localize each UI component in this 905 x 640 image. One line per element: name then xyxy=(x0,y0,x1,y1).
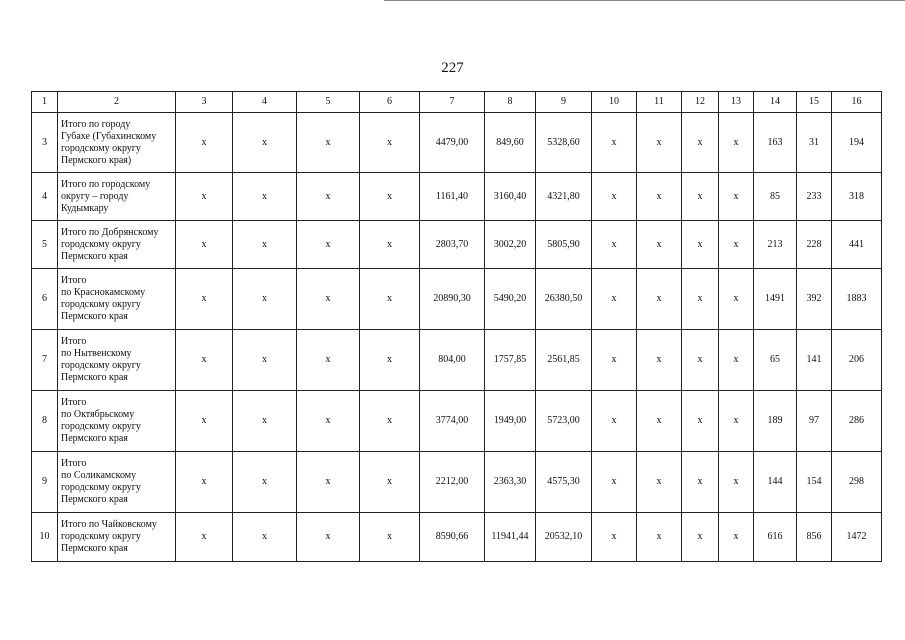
header-cell: 5 xyxy=(297,92,360,113)
cell-col-8: 1949,00 xyxy=(485,391,536,452)
cell-col-9: 4321,80 xyxy=(536,173,592,221)
table-row xyxy=(32,221,882,269)
cell-col-4: x xyxy=(233,391,297,452)
header-cell: 11 xyxy=(637,92,682,113)
municipality-name-line: городскому округу xyxy=(61,531,141,542)
row-number: 6 xyxy=(32,269,58,330)
cell-col-12: x xyxy=(682,513,719,562)
table-row xyxy=(32,269,882,330)
cell-col-11: x xyxy=(637,391,682,452)
cell-col-6: x xyxy=(360,173,420,221)
cell-col-14: 163 xyxy=(754,113,797,173)
header-cell: 1 xyxy=(32,92,58,113)
municipality-name xyxy=(58,330,176,391)
cell-col-10: x xyxy=(592,330,637,391)
cell-col-5: x xyxy=(297,330,360,391)
cell-col-5: x xyxy=(297,452,360,513)
municipality-name-line: городскому округу xyxy=(61,360,141,371)
header-cell: 14 xyxy=(754,92,797,113)
cell-col-16: 441 xyxy=(832,221,882,269)
municipality-name-line: Кудымкару xyxy=(61,202,109,214)
municipality-name-line: Пермского края xyxy=(61,543,128,554)
cell-col-10: x xyxy=(592,513,637,562)
cell-col-16: 206 xyxy=(832,330,882,391)
cell-col-15: 856 xyxy=(797,513,832,562)
municipality-name-line: Итого по городскому xyxy=(61,178,151,190)
cell-col-7: 804,00 xyxy=(420,330,485,391)
cell-col-10: x xyxy=(592,391,637,452)
cell-col-9: 4575,30 xyxy=(536,452,592,513)
municipality-name xyxy=(58,221,176,269)
municipality-name-line: Итого по городу xyxy=(61,118,131,130)
cell-col-5: x xyxy=(297,221,360,269)
cell-col-9: 20532,10 xyxy=(536,513,592,562)
cell-col-4: x xyxy=(233,173,297,221)
cell-col-3: x xyxy=(176,173,233,221)
cell-col-10: x xyxy=(592,173,637,221)
cell-col-15: 141 xyxy=(797,330,832,391)
cell-col-16: 298 xyxy=(832,452,882,513)
header-cell: 3 xyxy=(176,92,233,113)
municipality-name-line: Итого xyxy=(61,397,87,408)
header-cell: 9 xyxy=(536,92,592,113)
cell-col-7: 2803,70 xyxy=(420,221,485,269)
cell-col-3: x xyxy=(176,513,233,562)
municipality-name xyxy=(58,269,176,330)
municipality-name-line: Итого xyxy=(61,275,87,286)
cell-col-14: 65 xyxy=(754,330,797,391)
header-cell: 12 xyxy=(682,92,719,113)
cell-col-12: x xyxy=(682,452,719,513)
municipality-name-line: Пермского края xyxy=(61,494,128,505)
municipality-name-line: по Нытвенскому xyxy=(61,348,132,359)
table-row xyxy=(32,391,882,452)
cell-col-16: 1472 xyxy=(832,513,882,562)
cell-col-7: 3774,00 xyxy=(420,391,485,452)
cell-col-3: x xyxy=(176,113,233,173)
cell-col-3: x xyxy=(176,269,233,330)
cell-col-9: 5328,60 xyxy=(536,113,592,173)
row-number: 8 xyxy=(32,391,58,452)
cell-col-7: 8590,66 xyxy=(420,513,485,562)
municipality-name xyxy=(58,173,176,221)
cell-col-5: x xyxy=(297,173,360,221)
cell-col-4: x xyxy=(233,113,297,173)
cell-col-8: 3160,40 xyxy=(485,173,536,221)
cell-col-6: x xyxy=(360,330,420,391)
cell-col-13: x xyxy=(719,391,754,452)
cell-col-16: 286 xyxy=(832,391,882,452)
cell-col-4: x xyxy=(233,269,297,330)
cell-col-8: 3002,20 xyxy=(485,221,536,269)
data-table xyxy=(31,91,882,562)
cell-col-6: x xyxy=(360,221,420,269)
municipality-name-line: Итого xyxy=(61,336,87,347)
cell-col-13: x xyxy=(719,113,754,173)
cell-col-15: 154 xyxy=(797,452,832,513)
municipality-name xyxy=(58,513,176,562)
table-row xyxy=(32,173,882,221)
row-number: 10 xyxy=(32,513,58,562)
cell-col-9: 26380,50 xyxy=(536,269,592,330)
cell-col-4: x xyxy=(233,330,297,391)
municipality-name-line: по Октябрьскому xyxy=(61,409,135,420)
cell-col-5: x xyxy=(297,513,360,562)
cell-col-16: 318 xyxy=(832,173,882,221)
row-number: 3 xyxy=(32,113,58,173)
cell-col-12: x xyxy=(682,269,719,330)
table-row xyxy=(32,513,882,562)
cell-col-15: 228 xyxy=(797,221,832,269)
cell-col-10: x xyxy=(592,269,637,330)
row-number: 5 xyxy=(32,221,58,269)
cell-col-3: x xyxy=(176,221,233,269)
cell-col-8: 5490,20 xyxy=(485,269,536,330)
cell-col-12: x xyxy=(682,391,719,452)
header-cell: 16 xyxy=(832,92,882,113)
header-cell: 10 xyxy=(592,92,637,113)
table-row xyxy=(32,452,882,513)
cell-col-12: x xyxy=(682,113,719,173)
cell-col-8: 1757,85 xyxy=(485,330,536,391)
cell-col-4: x xyxy=(233,452,297,513)
header-row xyxy=(32,92,882,113)
table-row xyxy=(32,113,882,173)
municipality-name-line: Пермского края) xyxy=(61,154,132,166)
cell-col-10: x xyxy=(592,113,637,173)
cell-col-13: x xyxy=(719,513,754,562)
cell-col-5: x xyxy=(297,113,360,173)
header-cell: 2 xyxy=(58,92,176,113)
row-number: 4 xyxy=(32,173,58,221)
cell-col-4: x xyxy=(233,221,297,269)
cell-col-8: 2363,30 xyxy=(485,452,536,513)
cell-col-11: x xyxy=(637,173,682,221)
municipality-name xyxy=(58,113,176,173)
cell-col-10: x xyxy=(592,452,637,513)
cell-col-6: x xyxy=(360,452,420,513)
cell-col-6: x xyxy=(360,269,420,330)
header-cell: 7 xyxy=(420,92,485,113)
cell-col-13: x xyxy=(719,173,754,221)
cell-col-7: 20890,30 xyxy=(420,269,485,330)
municipality-name-line: Губахе (Губахинскому xyxy=(61,130,157,142)
cell-col-14: 616 xyxy=(754,513,797,562)
cell-col-11: x xyxy=(637,452,682,513)
cell-col-15: 233 xyxy=(797,173,832,221)
cell-col-13: x xyxy=(719,221,754,269)
cell-col-12: x xyxy=(682,221,719,269)
row-number: 9 xyxy=(32,452,58,513)
cell-col-13: x xyxy=(719,452,754,513)
cell-col-15: 31 xyxy=(797,113,832,173)
cell-col-11: x xyxy=(637,330,682,391)
header-cell: 4 xyxy=(233,92,297,113)
municipality-name-line: городскому округу xyxy=(61,142,141,154)
cell-col-5: x xyxy=(297,269,360,330)
cell-col-3: x xyxy=(176,452,233,513)
cell-col-7: 1161,40 xyxy=(420,173,485,221)
header-cell: 8 xyxy=(485,92,536,113)
municipality-name xyxy=(58,391,176,452)
cell-col-15: 392 xyxy=(797,269,832,330)
cell-col-6: x xyxy=(360,113,420,173)
municipality-name-line: городскому округу xyxy=(61,482,141,493)
municipality-name-line: округу – городу xyxy=(61,190,129,202)
municipality-name-line: Пермского края xyxy=(61,372,128,383)
cell-col-14: 1491 xyxy=(754,269,797,330)
cell-col-5: x xyxy=(297,391,360,452)
row-number: 7 xyxy=(32,330,58,391)
cell-col-6: x xyxy=(360,391,420,452)
cell-col-14: 144 xyxy=(754,452,797,513)
municipality-name-line: Пермского края xyxy=(61,433,128,444)
municipality-name-line: Итого xyxy=(61,458,87,469)
cell-col-9: 5723,00 xyxy=(536,391,592,452)
cell-col-12: x xyxy=(682,330,719,391)
municipality-name-line: городскому округу xyxy=(61,421,141,432)
cell-col-11: x xyxy=(637,269,682,330)
header-cell: 15 xyxy=(797,92,832,113)
top-rule xyxy=(384,0,905,1)
cell-col-3: x xyxy=(176,391,233,452)
cell-col-10: x xyxy=(592,221,637,269)
municipality-name-line: Итого по Добрянскому xyxy=(61,226,159,238)
cell-col-15: 97 xyxy=(797,391,832,452)
municipality-name-line: по Краснокамскому xyxy=(61,287,146,298)
municipality-name xyxy=(58,452,176,513)
cell-col-14: 85 xyxy=(754,173,797,221)
cell-col-6: x xyxy=(360,513,420,562)
cell-col-3: x xyxy=(176,330,233,391)
cell-col-16: 1883 xyxy=(832,269,882,330)
cell-col-12: x xyxy=(682,173,719,221)
municipality-name-line: Пермского края xyxy=(61,250,128,262)
cell-col-11: x xyxy=(637,113,682,173)
municipality-name-line: Пермского края xyxy=(61,311,128,322)
municipality-name-line: городскому округу xyxy=(61,238,141,250)
header-cell: 6 xyxy=(360,92,420,113)
cell-col-11: x xyxy=(637,513,682,562)
page-number: 227 xyxy=(441,60,464,76)
cell-col-4: x xyxy=(233,513,297,562)
cell-col-8: 849,60 xyxy=(485,113,536,173)
cell-col-14: 189 xyxy=(754,391,797,452)
cell-col-9: 5805,90 xyxy=(536,221,592,269)
cell-col-11: x xyxy=(637,221,682,269)
cell-col-8: 11941,44 xyxy=(485,513,536,562)
cell-col-16: 194 xyxy=(832,113,882,173)
cell-col-9: 2561,85 xyxy=(536,330,592,391)
municipality-name-line: городскому округу xyxy=(61,299,141,310)
municipality-name-line: по Соликамскому xyxy=(61,470,137,481)
cell-col-7: 2212,00 xyxy=(420,452,485,513)
table-row xyxy=(32,330,882,391)
cell-col-13: x xyxy=(719,269,754,330)
cell-col-14: 213 xyxy=(754,221,797,269)
municipality-name-line: Итого по Чайковскому xyxy=(61,519,157,530)
cell-col-13: x xyxy=(719,330,754,391)
cell-col-7: 4479,00 xyxy=(420,113,485,173)
header-cell: 13 xyxy=(719,92,754,113)
